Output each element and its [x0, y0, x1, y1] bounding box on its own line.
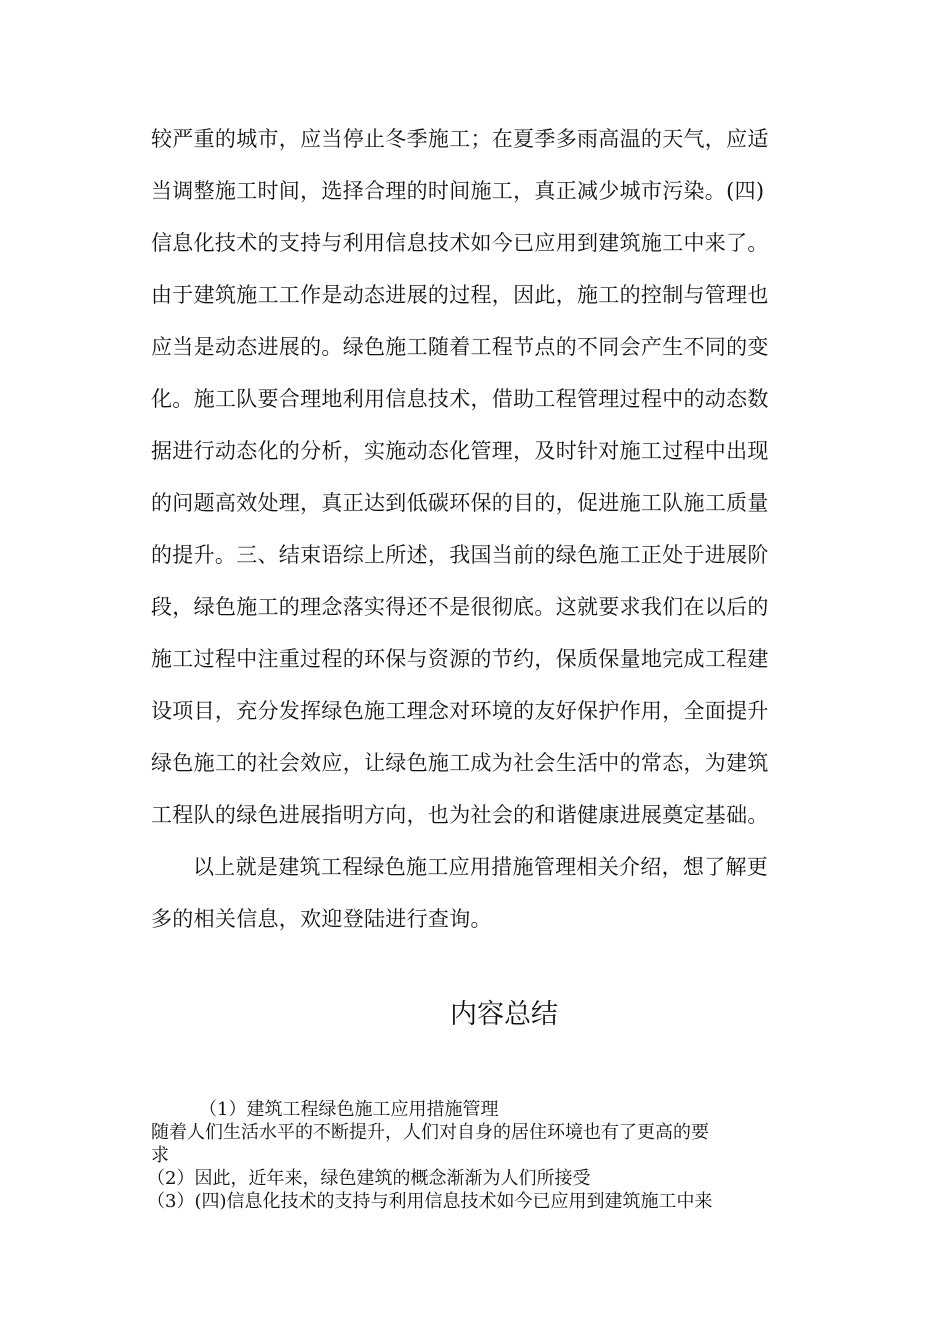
body-line: 化。施工队要合理地利用信息技术，借助工程管理过程中的动态数 [151, 387, 769, 411]
body-line: 信息化技术的支持与利用信息技术如今已应用到建筑施工中来了。 [151, 231, 769, 255]
body-line: 的提升。三、结束语综上所述，我国当前的绿色施工正处于进展阶 [151, 543, 769, 567]
body-line: 由于建筑施工工作是动态进展的过程，因此，施工的控制与管理也 [151, 283, 769, 307]
body-line: 施工过程中注重过程的环保与资源的节约，保质保量地完成工程建 [151, 647, 769, 671]
body-line: 较严重的城市，应当停止冬季施工；在夏季多雨高温的天气，应适 [151, 127, 769, 151]
body-line: 工程队的绿色进展指明方向，也为社会的和谐健康进展奠定基础。 [151, 803, 769, 827]
summary-item: 随着人们生活水平的不断提升，人们对自身的居住环境也有了更高的要 [151, 1122, 709, 1143]
summary-list [147, 1098, 811, 1213]
summary-item: （3）(四)信息化技术的支持与利用信息技术如今已应用到建筑施工中来 [147, 1191, 713, 1212]
summary-item: 求 [151, 1145, 169, 1166]
summary-item: （2）因此，近年来，绿色建筑的概念渐渐为人们所接受 [147, 1168, 591, 1189]
body-line: 据进行动态化的分析，实施动态化管理，及时针对施工过程中出现 [151, 439, 769, 463]
body-line: 设项目，充分发挥绿色施工理念对环境的友好保护作用，全面提升 [151, 699, 769, 723]
summary-title: 内容总结 [450, 999, 558, 1030]
closing-line: 以上就是建筑工程绿色施工应用措施管理相关介绍，想了解更 [193, 855, 769, 879]
body-text [151, 120, 811, 952]
body-line: 应当是动态进展的。绿色施工随着工程节点的不同会产生不同的变 [151, 335, 769, 359]
body-line: 当调整施工时间，选择合理的时间施工，真正减少城市污染。(四) [151, 179, 765, 203]
body-line: 绿色施工的社会效应，让绿色施工成为社会生活中的常态，为建筑 [151, 751, 769, 775]
summary-item: （1）建筑工程绿色施工应用措施管理 [199, 1099, 499, 1120]
body-line: 段，绿色施工的理念落实得还不是很彻底。这就要求我们在以后的 [151, 595, 769, 619]
body-line: 的问题高效处理，真正达到低碳环保的目的，促进施工队施工质量 [151, 491, 769, 515]
closing-line: 多的相关信息，欢迎登陆进行查询。 [151, 907, 492, 931]
